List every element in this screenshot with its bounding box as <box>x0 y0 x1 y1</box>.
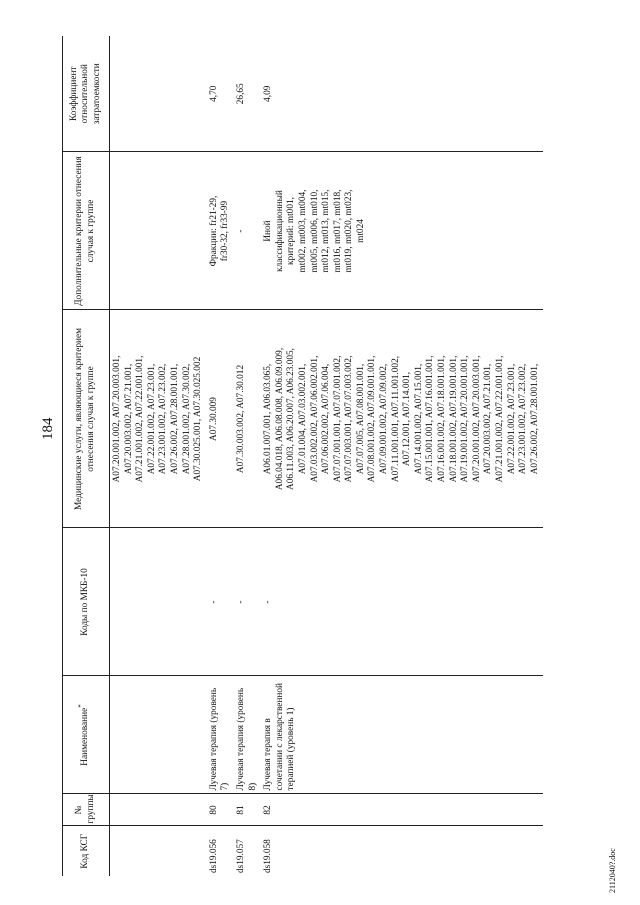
header-coef: Коэффициент относительной затратоемкости <box>63 36 110 152</box>
cell-criteria <box>110 152 207 310</box>
cell-mkb: - <box>261 528 543 676</box>
cell-group-no: 82 <box>261 794 543 826</box>
cell-code: ds19.057 <box>235 839 246 873</box>
header-name <box>63 676 110 794</box>
cell-coef: 4,70 <box>207 36 234 152</box>
header-criteria: Дополнительные критерии отнесения случая к группе <box>63 152 110 310</box>
cell-criteria: Иной классификационный критерий: mt001, mt002, mt003, mt004, mt005, mt006, mt010, mt012, mt013, mt015, mt016, mt017, mt018, mt019, mt020, mt023, mt024 <box>261 152 543 310</box>
cell-code: ds19.058 <box>263 839 274 873</box>
header-mkb: Коды по МКБ-10 <box>63 528 110 676</box>
header-group-no: № группы <box>63 794 110 826</box>
table-row-continuation <box>110 36 207 876</box>
header-services: Медицинские услуги, являющиеся критерием отнесения случая к группе <box>63 310 110 528</box>
ksg-table <box>62 36 543 876</box>
cell-mkb: - <box>207 528 234 676</box>
cell-name <box>110 676 207 794</box>
cell-criteria: - <box>234 152 261 310</box>
cell-services: A07.30.003.002, A07.30.012 <box>234 310 261 528</box>
document-filename: 2112040?.doc <box>608 848 617 893</box>
cell-group-no: 80 <box>207 794 234 826</box>
table-row <box>207 36 234 876</box>
cell-services: A06.01.007.001, A06.03.065, A06.04.018, A06.08.008, A06.09.009, A06.11.003, A06.20.007, A06.23.005, A07.01.004, A07.03.002.001, A07.03.002.002, A07.06.002.001, A07.06.002.002, A07.06.004, A07.07.001.001, A07.07.001.002, A07.07.003.001, A07.07.003.002, A07.07.005, A07.08.001.001, A07.08.001.002, A07.09.001.001, A07.09.001.002, A07.09.002, A07.11.001.001, A07.11.001.002, A07.12.001, A07.14.001, A07.14.001.002, A07.15.001, A07.15.001.001, A07.16.001.001, A07.16.001.002, A07.18.001.001, A07.18.001.002, A07.19.001.001, A07.19.001.002, A07.20.001.001, A07.20.001.002, A07.20.003.001, A07.20.003.002, A07.21.001, A07.21.001.002, A07.22.001.001, A07.22.001.002, A07.23.001, A07.23.001.002, A07.23.002, A07.26.002, A07.28.001.001, <box>261 310 543 528</box>
table-header-row <box>63 36 110 876</box>
header-name-footnote-mark: * <box>77 704 86 708</box>
cell-services: A07.20.001.002, A07.20.003.001, A07.20.003.002, A07.21.001, A07.21.001.002, A07.22.001.001, A07.22.001.002, A07.23.001, A07.23.001.002, A07.23.002, A07.26.002, A07.28.001.001, A07.28.001.002, A07.30.002, A07.30.025.001, A07.30.025.002 <box>110 310 207 528</box>
table-row <box>234 36 261 876</box>
cell-mkb <box>110 528 207 676</box>
page-number: 184 <box>40 417 56 440</box>
header-code: Код КСГ <box>63 826 110 876</box>
cell-group-no: 81 <box>234 794 261 826</box>
cell-mkb: - <box>234 528 261 676</box>
cell-services: A07.30.009 <box>207 310 234 528</box>
cell-coef <box>110 36 207 152</box>
cell-code <box>110 826 207 876</box>
cell-name: Лучевая терапия в сочетании с лекарственной терапией (уровень 1) <box>261 676 543 794</box>
cell-name: Лучевая терапия (уровень 8) <box>234 676 261 794</box>
table-row <box>261 36 543 876</box>
cell-code: ds19.056 <box>208 839 219 873</box>
cell-name: Лучевая терапия (уровень 7) <box>207 676 234 794</box>
cell-coef: 4,09 <box>261 36 543 152</box>
header-name-text: Наименование <box>80 707 91 766</box>
cell-coef: 26,65 <box>234 36 261 152</box>
cell-group-no <box>110 794 207 826</box>
cell-criteria: Фракции: fr21-29, fr30-32, fr33-99 <box>207 152 234 310</box>
